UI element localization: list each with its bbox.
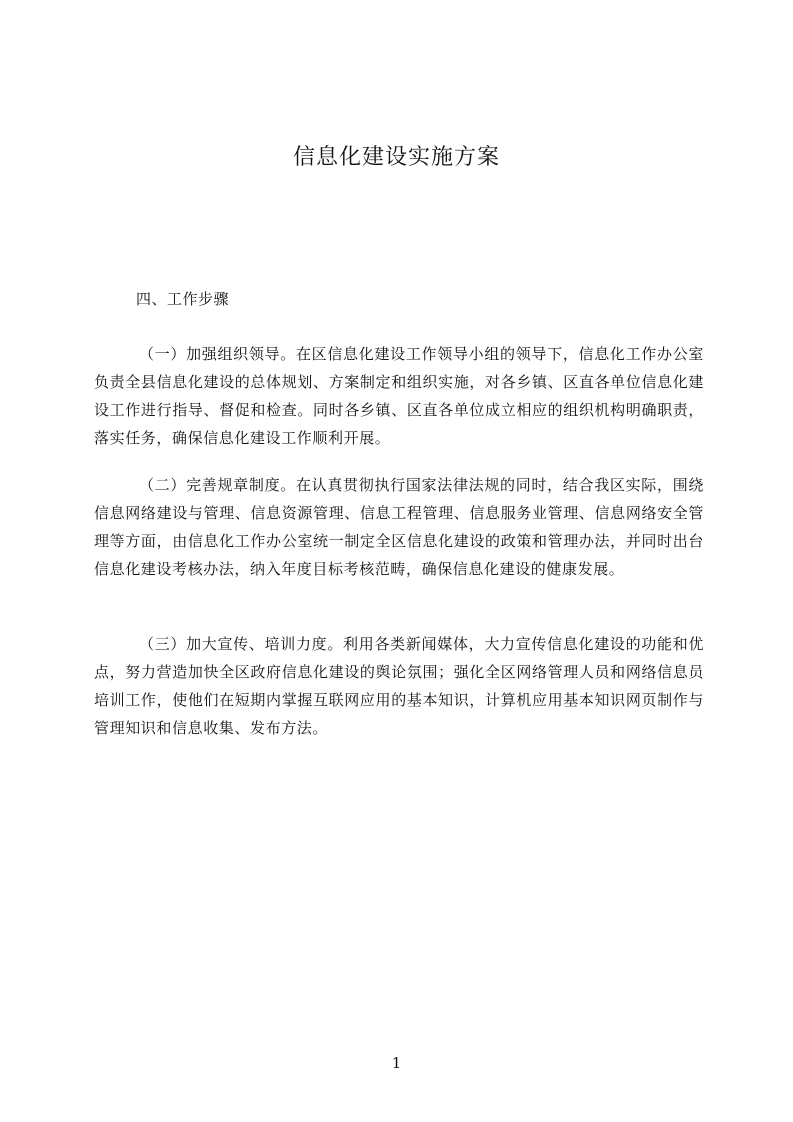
page-number: 1 <box>391 1054 402 1072</box>
document-title: 信息化建设实施方案 <box>292 145 500 170</box>
paragraph-organization: （一）加强组织领导。在区信息化建设工作领导小组的领导下，信息化工作办公室负责全县信息化建设的总体规划、方案制定和组织实施，对各乡镇、区直各单位信息化建设工作进行指导、督促和检查。同时各乡镇、区直各单位成立相应的组织机构明确职责，落实任务，确保信息化建设工作顺利开展。 <box>94 345 704 447</box>
section-heading: 四、工作步骤 <box>136 290 230 308</box>
paragraph-regulations: （二）完善规章制度。在认真贯彻执行国家法律法规的同时，结合我区实际，围绕信息网络建设与管理、信息资源管理、信息工程管理、信息服务业管理、信息网络安全管理等方面，由信息化工作办公室统一制定全区信息化建设的政策和管理办法，并同时出台信息化建设考核办法，纳入年度目标考核范畴，确保信息化建设的健康发展。 <box>94 476 704 578</box>
paragraph-publicity-training: （三）加大宣传、培训力度。利用各类新闻媒体，大力宣传信息化建设的功能和优点，努力营造加快全区政府信息化建设的舆论氛围；强化全区网络管理人员和网络信息员培训工作，使他们在短期内掌握互联网应用的基本知识，计算机应用基本知识网页制作与管理知识和信息收集、发布方法。 <box>94 635 704 737</box>
